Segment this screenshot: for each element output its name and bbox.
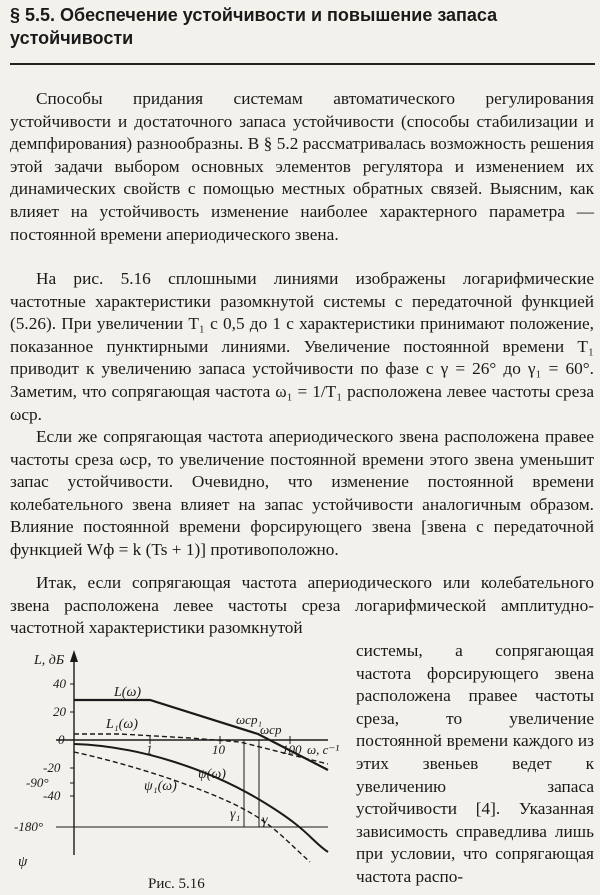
- l-tick-label: -40: [43, 788, 61, 803]
- label-psi: ψ(ω): [198, 767, 226, 782]
- section-heading: § 5.5. Обеспечение устойчивости и повышение запаса устойчивости: [10, 5, 498, 48]
- l-tick-label: 0: [58, 732, 65, 747]
- paragraph-1: Способы придания системам автоматического регулирования устойчивости и достаточного запаса устойчивости (способы стабилизации и демпфирования) разнообразны. В § 5.2 рассматривалась возможность решения этой задачи выбором основных элементов регулятора и изменением их динамических свойств с помощью местных обратных связей. Выясним, как влияет на устойчивость изменение наиболее характерного параметра — постоянной времени апериодического звена.: [10, 89, 594, 244]
- figure-5-16: [10, 640, 350, 895]
- l-tick-label: -20: [43, 760, 61, 775]
- y-axis-label-top: L, дБ: [34, 653, 65, 668]
- label-wcr1: ωср₁: [236, 712, 262, 727]
- paragraph-4: Итак, если сопрягающая частота апериодического или колебательного звена расположена левее частоты среза логарифмической амплитудно-частотной характеристики разомкнутой: [10, 573, 594, 638]
- x-tick-label: 100: [282, 742, 302, 757]
- label-gamma1: γ₁: [230, 807, 241, 822]
- phase-tick-label: -180°: [14, 819, 44, 834]
- label-wcr: ωср: [260, 722, 282, 737]
- vertical-axis-arrow: [70, 650, 78, 662]
- heading-divider: [10, 63, 595, 65]
- label-psi1: ψ₁(ω): [144, 779, 177, 794]
- x-axis-label: ω, с⁻¹: [307, 742, 340, 757]
- paragraph-5-beside-figure: системы, а сопрягающая частота форсирующего звена расположена правее частоты среза, то увеличение постоянной времени каждого из этих звеньев ведет к увеличению запаса устойчивости [4]. Указанная зависимость справедлива лишь при условии, что сопрягающая частота распо-: [356, 641, 594, 886]
- bode-plot: [10, 640, 350, 895]
- l-tick-label: 40: [53, 676, 66, 691]
- phase-tick-label: -90°: [26, 775, 49, 790]
- curve-psi: [74, 744, 328, 852]
- curve-L: [74, 700, 328, 770]
- paragraph-3: Если же сопрягающая частота апериодического звена расположена правее частоты среза ωср, то увеличение постоянной времени этого звена уменьшит запас устойчивости. Очевидно, что изменение постоянной времени колебательного звена влияет на запас устойчивости аналогичным образом. Влияние постоянной времени форсирующего звена [звена с передаточной функцией Wф = k (Ts + 1)] противоположно.: [10, 427, 594, 559]
- paragraph-2: На рис. 5.16 сплошными линиями изображены логарифмические частотные характеристики разомкнутой системы с передаточной функцией (5.26). При увеличении T₁ с 0,5 до 1 с характеристики принимают положение, показанное пунктирными линиями. Увеличение постоянной времени T₁ приводит к увеличению запаса устойчивости по фазе с γ = 26° до γ₁ = 60°. Заметим, что сопрягающая частота ω₁ = 1/T₁ расположена левее частоты среза ωср.: [10, 269, 594, 424]
- l-tick-label: 20: [53, 704, 66, 719]
- figure-caption: Рис. 5.16: [148, 876, 205, 892]
- y-axis-label-bottom: ψ: [18, 854, 28, 870]
- x-tick-label: 10: [212, 742, 225, 757]
- label-L1: L₁(ω): [106, 717, 138, 732]
- label-L: L(ω): [114, 685, 141, 700]
- label-gamma: γ: [262, 813, 268, 828]
- x-tick-label: 1: [146, 742, 153, 757]
